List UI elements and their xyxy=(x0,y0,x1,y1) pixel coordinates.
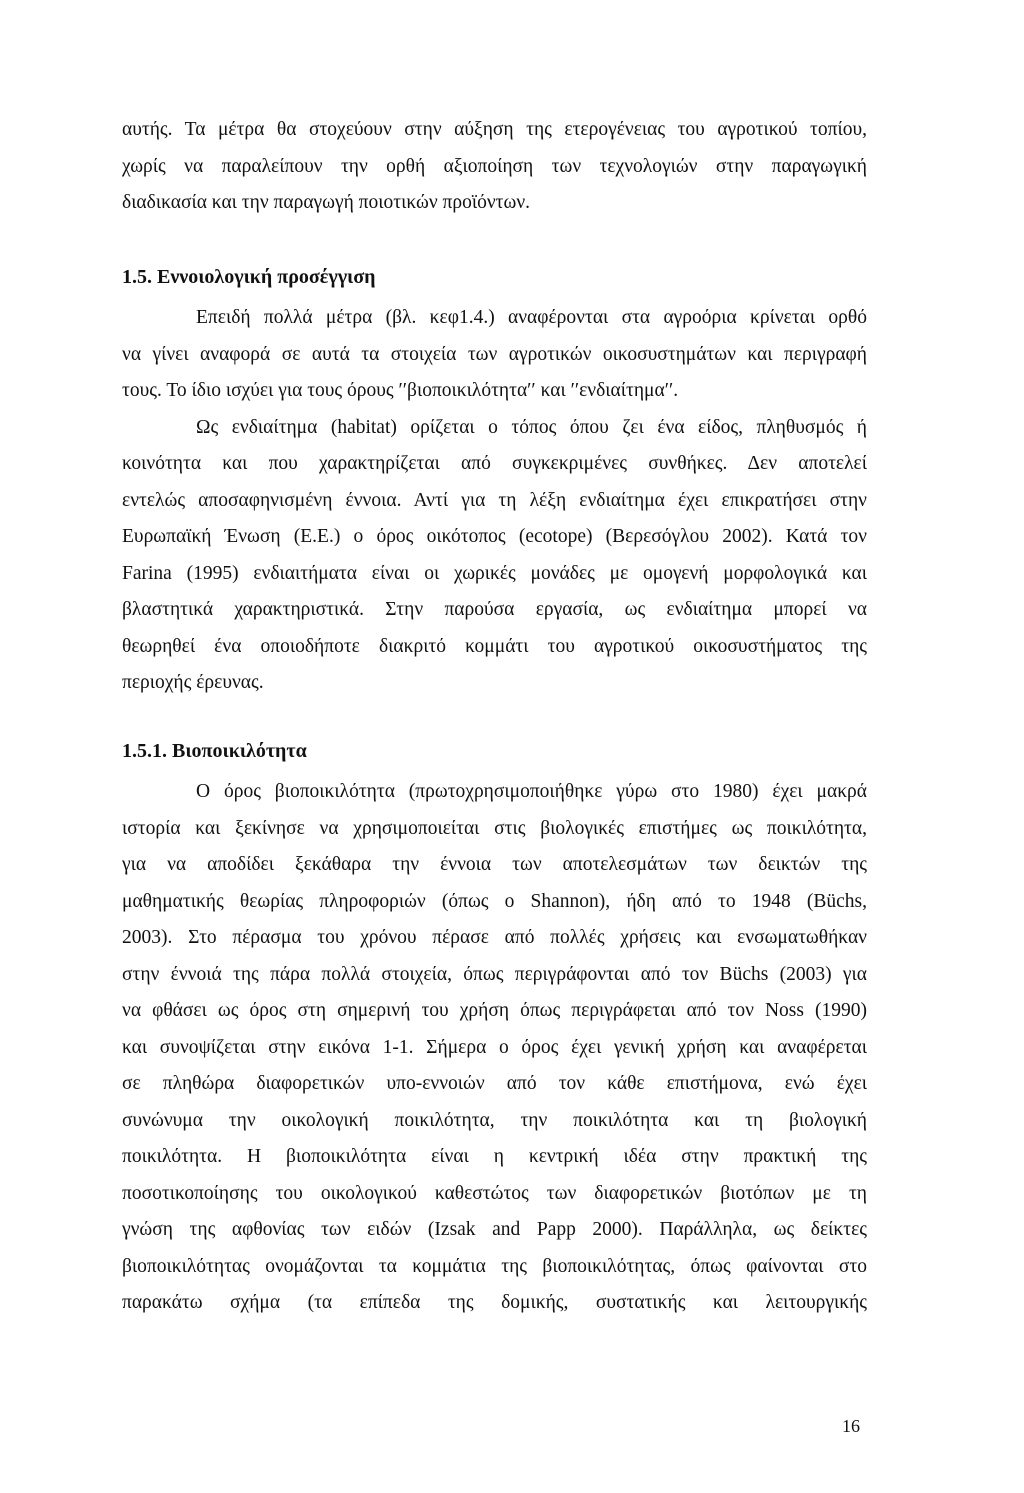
text-line: χωρίς να παραλείπουν την ορθή αξιοποίηση των τεχνολογιών στην παραγωγική xyxy=(122,155,867,177)
text-line: ποικιλότητα. Η βιοποικιλότητα είναι η κεντρική ιδέα στην πρακτική της xyxy=(122,1146,867,1167)
section-heading-1-5-1: 1.5.1. Βιοποικιλότητα xyxy=(122,739,307,762)
text-line: εντελώς αποσαφηνισμένη έννοια. Αντί για τη λέξη ενδιαίτημα έχει επικρατήσει στην xyxy=(122,489,867,511)
text-line: θεωρηθεί ένα οποιοδήποτε διακριτό κομμάτι του αγροτικού οικοσυστήματος της xyxy=(122,635,867,657)
text-line: Farina (1995) ενδιαιτήματα είναι οι χωρικές μονάδες με ομογενή μορφολογικά και xyxy=(122,562,867,584)
text-line: ποσοτικοποίησης του οικολογικού καθεστώτος των διαφορετικών βιοτόπων με τη xyxy=(122,1182,867,1204)
text-line: ιστορία και ξεκίνησε να χρησιμοποιείται στις βιολογικές επιστήμες ως ποικιλότητα, xyxy=(122,817,867,839)
text-line: γνώση της αφθονίας των ειδών (Izsak and Papp 2000). Παράλληλα, ως δείκτες xyxy=(122,1219,867,1240)
section-1-5-paragraph-2 xyxy=(122,410,867,702)
text-line: 2003). Στο πέρασμα του χρόνου πέρασε από πολλές χρήσεις και ενσωματωθήκαν xyxy=(122,927,867,948)
section-1-5-1-paragraph-1 xyxy=(122,774,867,1322)
text-line: βιοποικιλότητας ονομάζονται τα κομμάτια της βιοποικιλότητας, όπως φαίνονται στο xyxy=(122,1255,867,1277)
text-line: συνώνυμα την οικολογική ποικιλότητα, την ποικιλότητα και τη βιολογική xyxy=(122,1109,867,1131)
text-line: περιοχής έρευνας. xyxy=(122,672,264,693)
text-line: να γίνει αναφορά σε αυτά τα στοιχεία των αγροτικών οικοσυστημάτων και περιγραφή xyxy=(122,343,867,365)
text-line: να φθάσει ως όρος στη σημερινή του χρήση όπως περιγράφεται από τον Noss (1990) xyxy=(122,1000,867,1021)
text-line: Ευρωπαϊκή Ένωση (Ε.Ε.) ο όρος οικότοπος (ecotope) (Βερεσόγλου 2002). Κατά τον xyxy=(122,526,867,547)
text-line: αυτής. Τα μέτρα θα στοχεύουν στην αύξηση της ετερογένειας του αγροτικού τοπίου, xyxy=(122,119,867,140)
document-page xyxy=(122,112,867,1322)
text-line: Επειδή πολλά μέτρα (βλ. κεφ1.4.) αναφέρονται στα αγροόρια κρίνεται ορθό xyxy=(196,307,867,328)
intro-paragraph xyxy=(122,112,867,222)
text-line: τους. Το ίδιο ισχύει για τους όρους ′′βιοποικιλότητα′′ και ′′ενδιαίτημα′′. xyxy=(122,380,679,401)
text-line: Ως ενδιαίτημα (habitat) ορίζεται ο τόπος όπου ζει ένα είδος, πληθυσμός ή xyxy=(196,416,867,438)
text-line: και συνοψίζεται στην εικόνα 1-1. Σήμερα ο όρος έχει γενική χρήση και αναφέρεται xyxy=(122,1036,867,1058)
section-heading-1-5: 1.5. Εννοιολογική προσέγγιση xyxy=(122,265,376,288)
section-1-5-paragraph-1 xyxy=(122,300,867,410)
text-line: μαθηματικής θεωρίας πληροφοριών (όπως ο Shannon), ήδη από το 1948 (Büchs, xyxy=(122,890,867,912)
text-line: κοινότητα και που χαρακτηρίζεται από συγκεκριμένες συνθήκες. Δεν αποτελεί xyxy=(122,453,867,474)
page-number: 16 xyxy=(842,1416,860,1436)
text-line: παρακάτω σχήμα (τα επίπεδα της δομικής, συστατικής και λειτουργικής xyxy=(122,1292,867,1313)
text-line: για να αποδίδει ξεκάθαρα την έννοια των αποτελεσμάτων των δεικτών της xyxy=(122,854,867,875)
text-line: Ο όρος βιοποικιλότητα (πρωτοχρησιμοποιήθηκε γύρω στο 1980) έχει μακρά xyxy=(196,781,867,802)
text-line: βλαστητικά χαρακτηριστικά. Στην παρούσα εργασία, ως ενδιαίτημα μπορεί να xyxy=(122,599,867,620)
text-line: στην έννοιά της πάρα πολλά στοιχεία, όπως περιγράφονται από τον Büchs (2003) για xyxy=(122,963,867,985)
text-line: σε πληθώρα διαφορετικών υπο-εννοιών από τον κάθε επιστήμονα, ενώ έχει xyxy=(122,1073,867,1094)
text-line: διαδικασία και την παραγωγή ποιοτικών προϊόντων. xyxy=(122,192,531,213)
